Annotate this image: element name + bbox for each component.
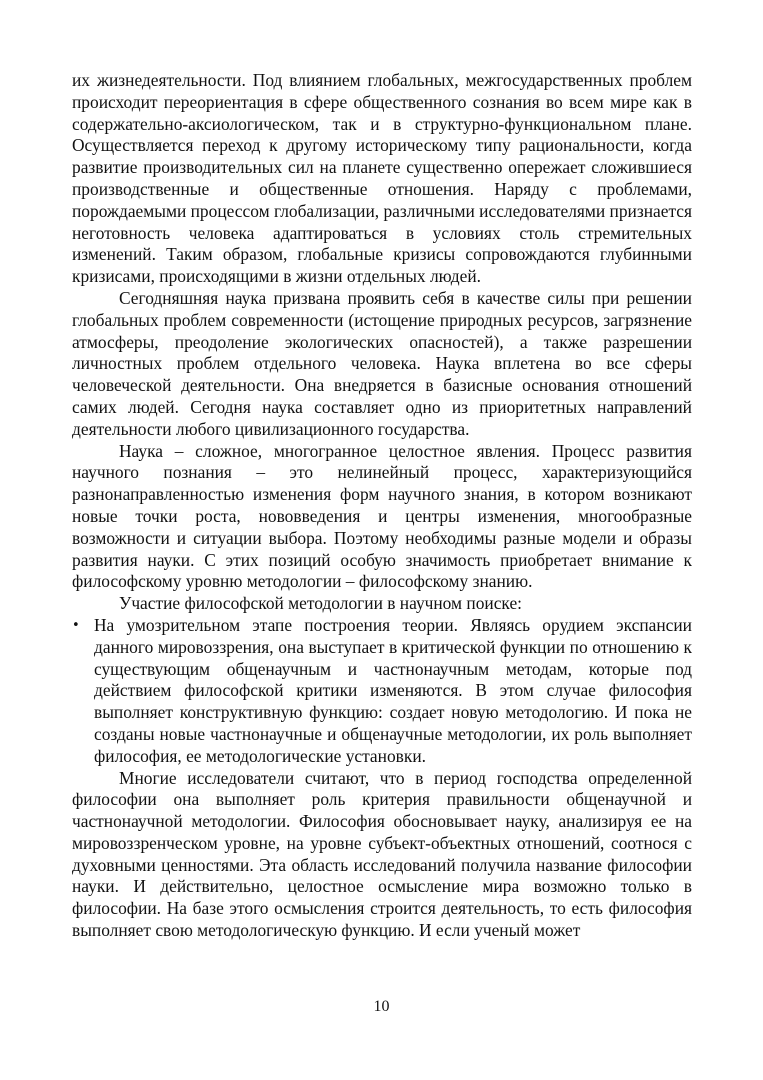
paragraph-list-intro: Участие философской методологии в научном поиске: [119, 593, 522, 614]
list-item-text: На умозрительном этапе построения теории. Являясь орудием экспансии данного мировоззрения, она выступает в критической функции по отношению к существующим общенаучным и частнонаучным методам, которые под действием философской критики изменяются. В этом случае философия выполняет конструктивную функцию: создает новую методологию. И пока не созданы новые частнонаучные и общенаучные методологии, их роль выполняет философия, ее методологические установки. [94, 614, 692, 766]
paragraph-science-role: Сегодняшняя наука призвана проявить себя в качестве силы при решении глобальных проблем современности (истощение природных ресурсов, загрязнение атмосферы, преодоление экологических опасностей), а также разрешении личностных проблем отдельного человека. Наука вплетена во все сферы человеческой деятельности. Она внедряется в базисные основания отношений самих людей. Сегодня наука составляет одно из приоритетных направлений деятельности любого цивилизационного государства. [72, 287, 692, 439]
page-number: 10 [373, 998, 390, 1015]
paragraph-philosophy-criterion: Многие исследователи считают, что в период господства определенной философии она выполняет роль критерия правильности общенаучной и частнонаучной методологии. Философия обосновывает науку, анализируя ее на мировоззренческом уровне, на уровне субъект-объектных отношений, соотнося с духовными ценностями. Эта область исследований получила название философии науки. И действительно, целостное осмысление мира возможно только в философии. На базе этого осмысления строится деятельность, то есть философия выполняет свою методологическую функцию. И если ученый может [72, 767, 692, 941]
document-page [72, 70, 692, 942]
paragraph-science-complexity: Наука – сложное, многогранное целостное явления. Процесс развития научного познания – это нелинейный процесс, характеризующийся разнонаправленностью изменения форм научного знания, в котором возникают новые точки роста, нововведения и центры изменения, многообразные возможности и ситуации выбора. Поэтому необходимы разные модели и образы развития науки. С этих позиций особую значимость приобретает внимание к философскому уровню методологии – философскому знанию. [72, 440, 692, 592]
paragraph-continuation: их жизнедеятельности. Под влиянием глобальных, межгосударственных проблем происходит переориентация в сфере общественного сознания во всем мире как в содержательно-аксиологическом, так и в структурно-функциональном плане. Осуществляется переход к другому историческому типу рациональности, когда развитие производительных сил на планете существенно опережает сложившиеся производственные и общественные отношения. Наряду с проблемами, порождаемыми процессом глобализации, различными исследователями признается неготовность человека адаптироваться в условиях столь стремительных изменений. Таким образом, глобальные кризисы сопровождаются глубинными кризисами, происходящими в жизни отдельных людей. [72, 70, 692, 287]
bullet-icon: • [72, 617, 80, 633]
list-item [72, 615, 692, 768]
